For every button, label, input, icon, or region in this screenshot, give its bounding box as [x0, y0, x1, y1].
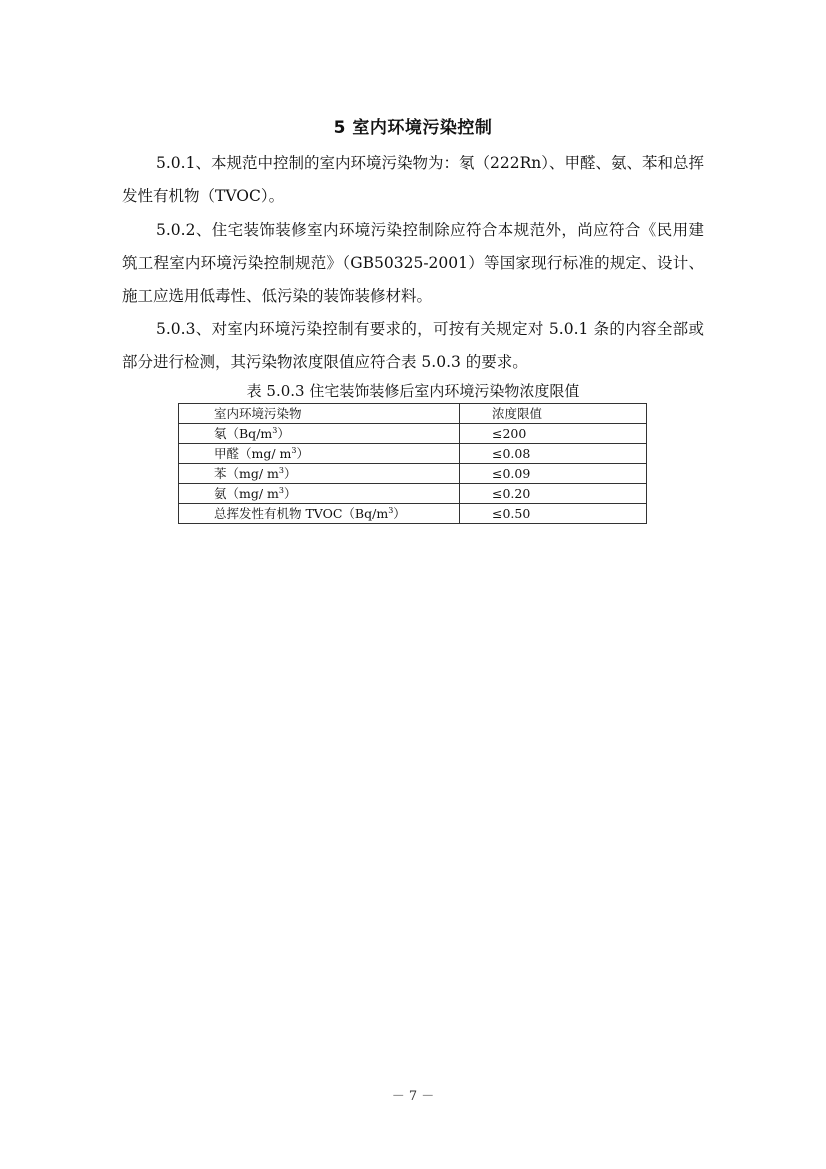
pollutant-name: 氨（mg/ m [214, 486, 279, 501]
page-number: － 7 － [391, 1089, 435, 1104]
table-header-row [179, 404, 647, 424]
unit-superscript: 3 [291, 445, 297, 455]
section-title: 5 室内环境污染控制 [333, 118, 493, 138]
limit-cell: ≤0.08 [460, 444, 647, 464]
pollutant-tail: ） [277, 426, 290, 441]
table-caption: 表 5.0.3 住宅装饰装修后室内环境污染物浓度限值 [246, 382, 580, 400]
limit-cell: ≤200 [460, 424, 647, 444]
unit-superscript: 3 [272, 425, 278, 435]
limit-cell: ≤0.20 [460, 484, 647, 504]
pollutant-tail: ） [393, 506, 406, 521]
unit-superscript: 3 [278, 485, 284, 495]
pollutant-tail: ） [284, 466, 297, 481]
pollutant-name: 苯（mg/ m [214, 466, 279, 481]
column-header-pollutant: 室内环境污染物 [179, 404, 460, 424]
unit-superscript: 3 [278, 465, 284, 475]
table-row [179, 424, 647, 444]
table-row [179, 484, 647, 504]
pollutant-limits-table [178, 403, 647, 524]
pollutant-name: 氡（Bq/m [214, 426, 273, 441]
table-row [179, 504, 647, 524]
table-row [179, 464, 647, 484]
paragraph-5-0-3: 5.0.3、对室内环境污染控制有要求的，可按有关规定对 5.0.1 条的内容全部或部分进行检测，其污染物浓度限值应符合表 5.0.3 的要求。 [122, 320, 704, 371]
pollutant-cell [179, 424, 460, 444]
limit-cell: ≤0.09 [460, 464, 647, 484]
column-header-limit: 浓度限值 [460, 404, 647, 424]
paragraph-5-0-1: 5.0.1、本规范中控制的室内环境污染物为：氡（222Rn）、甲醛、氨、苯和总挥发性有机物（TVOC）。 [122, 154, 704, 205]
pollutant-cell [179, 464, 460, 484]
pollutant-cell [179, 444, 460, 464]
pollutant-cell [179, 484, 460, 504]
limit-cell: ≤0.50 [460, 504, 647, 524]
table-row [179, 444, 647, 464]
paragraph-5-0-2: 5.0.2、住宅装饰装修室内环境污染控制除应符合本规范外，尚应符合《民用建筑工程室内环境污染控制规范》（GB50325-2001）等国家现行标准的规定、设计、施工应选用低毒性、低污染的装饰装修材料。 [122, 221, 704, 305]
pollutant-tail: ） [296, 446, 310, 461]
unit-superscript: 3 [388, 505, 394, 515]
pollutant-tail: ） [284, 486, 297, 501]
pollutant-cell [179, 504, 460, 524]
pollutant-name: 甲醛（mg/ m [214, 446, 292, 461]
pollutant-name: 总挥发性有机物 TVOC（Bq/m [214, 506, 389, 521]
